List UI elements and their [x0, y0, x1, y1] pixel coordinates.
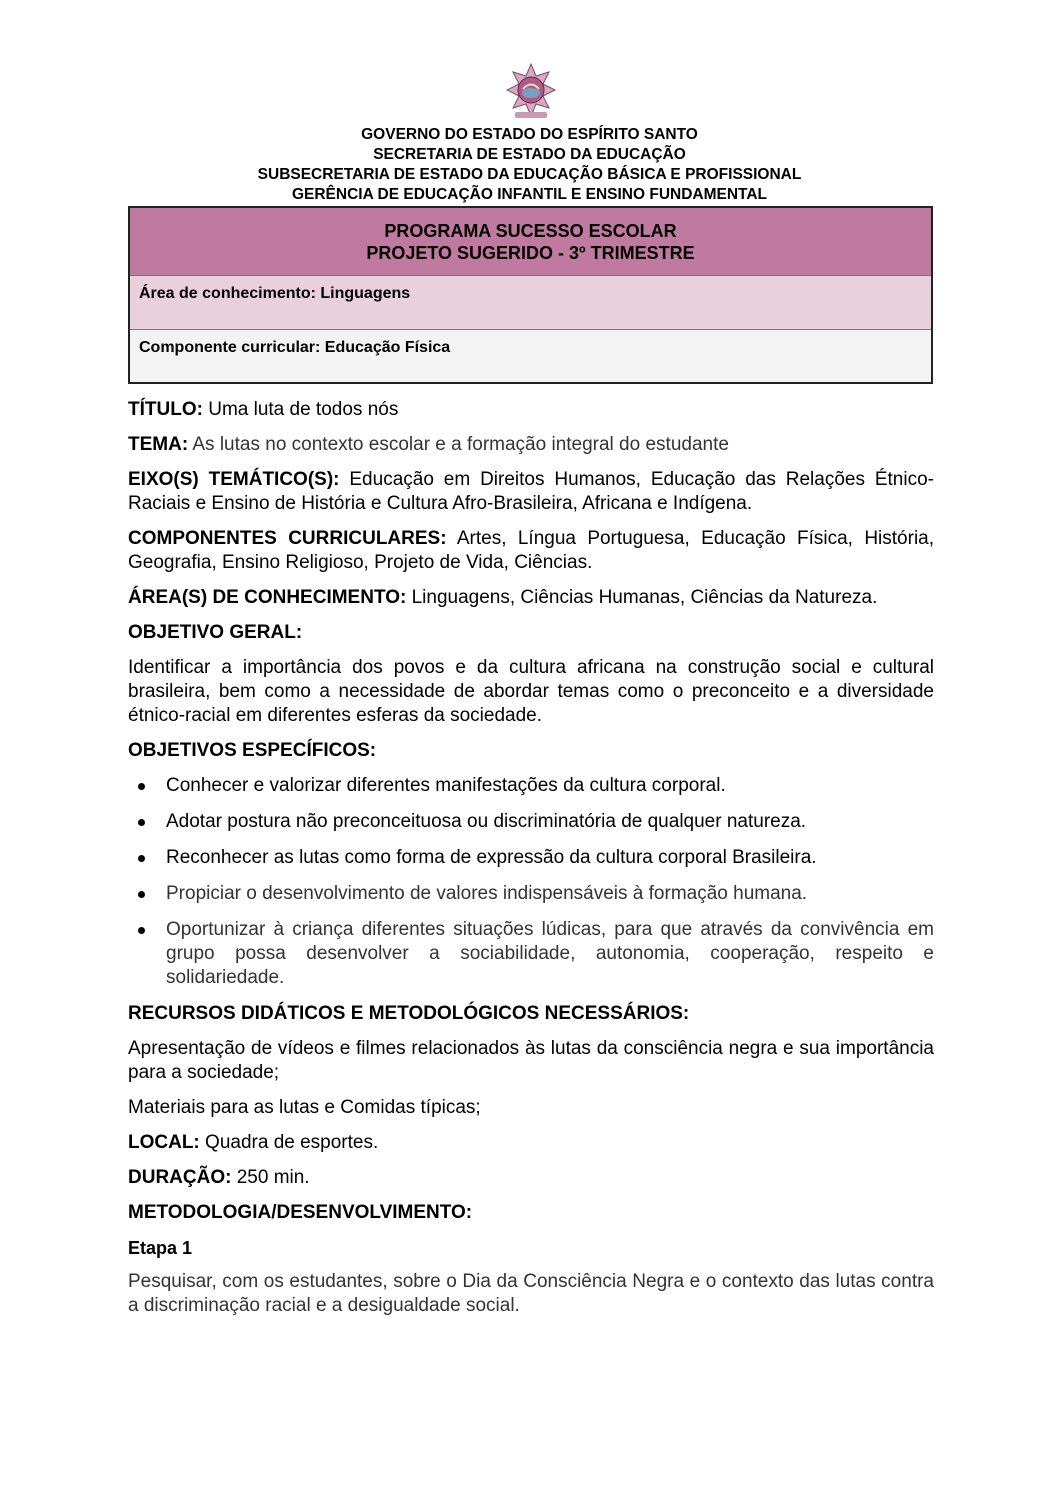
objetivos-especificos-list: [128, 774, 934, 990]
tema-label: TEMA:: [128, 434, 189, 455]
etapa-text: Pesquisar, com os estudantes, sobre o Dia da Consciência Negra e o contexto das lutas contra a discriminação racial e a desigualdade social.: [128, 1271, 934, 1316]
project-subtitle: PROJETO SUGERIDO - 3º TRIMESTRE: [366, 243, 695, 263]
areas-field: [128, 586, 934, 610]
eixos-label: EIXO(S) TEMÁTICO(S):: [128, 469, 340, 490]
local-label: LOCAL:: [128, 1132, 200, 1153]
program-title-band: [130, 208, 931, 276]
titulo-label: TÍTULO:: [128, 399, 203, 420]
list-item-text: Propiciar o desenvolvimento de valores indispensáveis à formação humana.: [166, 883, 808, 904]
bullet-icon: [138, 783, 145, 790]
duracao-label: DURAÇÃO:: [128, 1167, 232, 1188]
list-item-text: Reconhecer as lutas como forma de expressão da cultura corporal Brasileira.: [166, 847, 817, 868]
header-line-2: SECRETARIA DE ESTADO DA EDUCAÇÃO: [373, 146, 686, 163]
document-body: [128, 398, 934, 1329]
titulo-value: Uma luta de todos nós: [202, 399, 399, 420]
objetivos-especificos-heading: OBJETIVOS ESPECÍFICOS:: [128, 740, 377, 761]
bullet-icon: [138, 855, 145, 862]
objetivo-geral-text: Identificar a importância dos povos e da cultura africana na construção social e cultural brasileira, bem como a necessidade de abordar temas como o preconceito e a diversidade étnico-racial em diferentes esferas da sociedade.: [128, 657, 934, 726]
componentes-value: Artes, Língua Portuguesa, Educação Física, História, Geografia, Ensino Religioso, Projeto de Vida, Ciências.: [128, 528, 935, 573]
areas-value: Linguagens, Ciências Humanas, Ciências da Natureza.: [406, 587, 878, 608]
program-info-box: [128, 206, 933, 384]
bullet-icon: [138, 927, 145, 934]
eixos-value: Educação em Direitos Humanos, Educação das Relações Étnico-Raciais e Ensino de História e Cultura Afro-Brasileira, Africana e Indígena.: [128, 469, 934, 514]
local-value: Quadra de esportes.: [199, 1132, 379, 1153]
recursos-heading: RECURSOS DIDÁTICOS E METODOLÓGICOS NECESSÁRIOS:: [128, 1003, 690, 1024]
duracao-field: [128, 1166, 934, 1190]
areas-label: ÁREA(S) DE CONHECIMENTO:: [128, 587, 407, 608]
eixos-field: [128, 468, 934, 516]
list-item-text: Adotar postura não preconceituosa ou discriminatória de qualquer natureza.: [166, 811, 807, 832]
list-item: [128, 810, 934, 834]
recursos-paragraph-1: Apresentação de vídeos e filmes relacionados às lutas da consciência negra e sua importância para a sociedade;: [128, 1038, 934, 1083]
list-item: [128, 846, 934, 870]
titulo-field: [128, 398, 934, 422]
componentes-label: COMPONENTES CURRICULARES:: [128, 528, 447, 549]
list-item-text: Conhecer e valorizar diferentes manifestações da cultura corporal.: [166, 775, 726, 796]
bullet-icon: [138, 819, 145, 826]
header-line-1: GOVERNO DO ESTADO DO ESPÍRITO SANTO: [361, 126, 698, 143]
componentes-field: [128, 527, 934, 575]
state-coat-of-arms-icon: [503, 62, 559, 122]
duracao-value: 250 min.: [231, 1167, 310, 1188]
government-header: [0, 125, 1059, 205]
metodologia-heading: METODOLOGIA/DESENVOLVIMENTO:: [128, 1202, 473, 1223]
list-item: [128, 774, 934, 798]
etapa-heading: Etapa 1: [128, 1238, 193, 1258]
list-item: [128, 882, 934, 906]
list-item-text: Oportunizar à criança diferentes situações lúdicas, para que através da convivência em grupo possa desenvolver a sociabilidade, autonomia, cooperação, respeito e solidariedade.: [166, 919, 934, 988]
curricular-component-row: Componente curricular: Educação Física: [130, 330, 931, 382]
header-line-3: SUBSECRETARIA DE ESTADO DA EDUCAÇÃO BÁSICA E PROFISSIONAL: [257, 166, 802, 183]
list-item: [128, 918, 934, 990]
objetivo-geral-heading: OBJETIVO GERAL:: [128, 622, 303, 643]
bullet-icon: [138, 891, 145, 898]
program-title: PROGRAMA SUCESSO ESCOLAR: [384, 221, 677, 241]
tema-value: As lutas no contexto escolar e a formação integral do estudante: [188, 434, 729, 455]
local-field: [128, 1131, 934, 1155]
header-line-4: GERÊNCIA DE EDUCAÇÃO INFANTIL E ENSINO FUNDAMENTAL: [291, 186, 768, 203]
recursos-paragraph-2: Materiais para as lutas e Comidas típicas;: [128, 1097, 481, 1118]
tema-field: [128, 433, 934, 457]
knowledge-area-row: Área de conhecimento: Linguagens: [130, 276, 931, 330]
